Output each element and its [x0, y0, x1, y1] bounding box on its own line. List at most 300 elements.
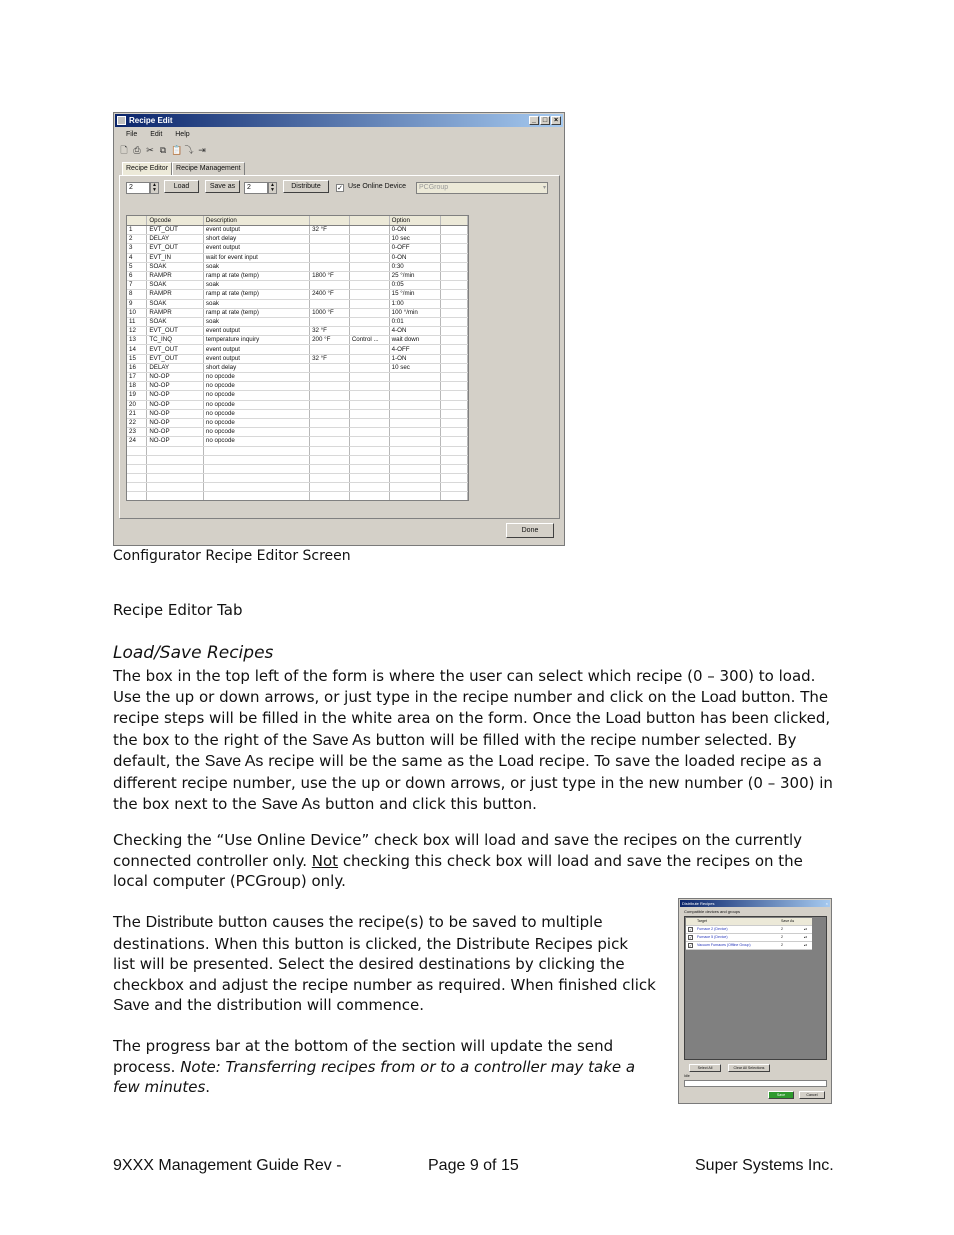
status-text: Idle [684, 1074, 690, 1078]
step-option[interactable]: 25 °/min [389, 271, 441, 280]
step-number[interactable]: 13 [127, 336, 147, 345]
save-as-keyword: Save As [204, 753, 264, 771]
step-value[interactable] [310, 418, 350, 427]
step-value[interactable]: 32 °F [310, 354, 350, 363]
table-row[interactable] [127, 391, 468, 400]
destination-checkbox[interactable]: ✓ [689, 943, 693, 948]
step-description[interactable]: soak [203, 299, 309, 308]
table-row[interactable] [127, 299, 468, 308]
step-opcode[interactable]: RAMPR [147, 290, 204, 299]
step-number[interactable]: 11 [127, 317, 147, 326]
step-option[interactable] [389, 400, 441, 409]
step-value[interactable]: 1000 °F [310, 308, 350, 317]
save-keyword: Save [113, 997, 150, 1015]
step-opcode[interactable]: TC_INQ [147, 336, 204, 345]
save-as-spinner[interactable]: ▴▾ [804, 943, 808, 947]
empty-cell [127, 474, 147, 483]
step-option[interactable]: 10 sec [389, 363, 441, 372]
step-opcode[interactable]: DELAY [147, 363, 204, 372]
empty-cell [389, 474, 441, 483]
step-value[interactable] [310, 409, 350, 418]
row-filler [441, 271, 468, 280]
empty-cell [147, 455, 204, 464]
step-option[interactable]: 100 °/min [389, 308, 441, 317]
step-description[interactable]: temperature inquiry [203, 336, 309, 345]
step-opcode[interactable]: NO-OP [147, 409, 204, 418]
row-filler [441, 428, 468, 437]
distribute-recipes-window [678, 898, 832, 1104]
destination-target: Vacuum Furnaces (Offline Group) [697, 943, 751, 947]
step-number[interactable]: 9 [127, 299, 147, 308]
step-option[interactable]: 0:05 [389, 281, 441, 290]
step-extra[interactable]: Control ... [349, 336, 389, 345]
step-extra[interactable] [349, 262, 389, 271]
table-row[interactable] [127, 317, 468, 326]
step-opcode[interactable]: SOAK [147, 281, 204, 290]
clear-all-selections-button[interactable]: Clear All Selections [728, 1064, 770, 1072]
footer-left: 9XXX Management Guide Rev - [113, 1157, 342, 1174]
step-option[interactable]: 4-OFF [389, 345, 441, 354]
grid-header-row [127, 216, 468, 226]
step-value[interactable] [310, 253, 350, 262]
destination-save-as[interactable]: 2 [781, 927, 783, 931]
recipe-number-input[interactable]: 2 [126, 182, 150, 194]
save-button[interactable]: Save [768, 1091, 794, 1099]
step-option[interactable]: 0-ON [389, 253, 441, 262]
destination-save-as[interactable]: 2 [781, 935, 783, 939]
empty-cell [147, 492, 204, 501]
step-option[interactable]: wait down [389, 336, 441, 345]
step-description[interactable]: short delay [203, 363, 309, 372]
empty-cell [441, 492, 468, 501]
step-description[interactable]: no opcode [203, 418, 309, 427]
step-value[interactable] [310, 299, 350, 308]
row-filler [441, 262, 468, 271]
destination-table [686, 918, 812, 950]
step-extra[interactable] [349, 308, 389, 317]
not-emphasis: Not [311, 851, 339, 870]
tab-recipe-management[interactable]: Recipe Management [172, 162, 245, 176]
step-opcode[interactable]: EVT_OUT [147, 354, 204, 363]
step-extra[interactable] [349, 382, 389, 391]
device-select[interactable] [416, 182, 548, 194]
step-number[interactable]: 18 [127, 382, 147, 391]
destination-save-as[interactable]: 2 [781, 943, 783, 947]
step-description[interactable]: no opcode [203, 428, 309, 437]
step-opcode[interactable]: SOAK [147, 299, 204, 308]
recipe-number-spinner[interactable]: ▲ ▼ [150, 182, 159, 194]
table-row[interactable] [127, 400, 468, 409]
step-extra[interactable] [349, 354, 389, 363]
save-as-number-input[interactable]: 2 [244, 182, 268, 194]
step-value[interactable] [310, 382, 350, 391]
copy-icon[interactable]: ⧉ [159, 145, 167, 155]
step-option[interactable]: 0-ON [389, 226, 441, 235]
destination-checkbox[interactable]: ✓ [689, 935, 693, 940]
step-description[interactable]: soak [203, 317, 309, 326]
step-option[interactable] [389, 409, 441, 418]
table-row[interactable] [127, 244, 468, 253]
section-heading: Recipe Editor Tab [113, 601, 243, 619]
row-filler [441, 253, 468, 262]
window-titlebar [115, 114, 563, 127]
step-value[interactable] [310, 373, 350, 382]
close-icon[interactable]: × [551, 116, 561, 125]
empty-cell [349, 483, 389, 492]
empty-cell [441, 474, 468, 483]
step-number[interactable]: 12 [127, 327, 147, 336]
use-online-device-label: Use Online Device [348, 183, 406, 190]
destination-row[interactable] [686, 926, 812, 934]
row-filler [441, 363, 468, 372]
step-option[interactable]: 0:30 [389, 262, 441, 271]
distribute-titlebar [680, 900, 830, 907]
step-extra[interactable] [349, 299, 389, 308]
table-row[interactable] [127, 428, 468, 437]
step-value[interactable] [310, 345, 350, 354]
empty-cell [441, 464, 468, 473]
step-value[interactable]: 2400 °F [310, 290, 350, 299]
empty-cell [203, 474, 309, 483]
recipe-steps-grid [126, 215, 469, 501]
select-all-button[interactable]: Select All [689, 1064, 721, 1072]
step-opcode[interactable]: DELAY [147, 235, 204, 244]
step-value[interactable] [310, 262, 350, 271]
row-filler [441, 290, 468, 299]
step-opcode[interactable]: NO-OP [147, 373, 204, 382]
table-row[interactable] [127, 235, 468, 244]
step-number[interactable]: 8 [127, 290, 147, 299]
step-opcode[interactable]: SOAK [147, 317, 204, 326]
table-row[interactable] [127, 363, 468, 372]
empty-cell [147, 474, 204, 483]
step-option[interactable]: 10 sec [389, 235, 441, 244]
step-description[interactable]: no opcode [203, 391, 309, 400]
step-value[interactable] [310, 317, 350, 326]
step-description[interactable]: event output [203, 327, 309, 336]
cut-icon[interactable]: ✂ [146, 145, 154, 155]
step-description[interactable]: short delay [203, 235, 309, 244]
empty-table-row [127, 474, 468, 483]
step-opcode[interactable]: EVT_OUT [147, 244, 204, 253]
step-option[interactable]: 1:00 [389, 299, 441, 308]
cancel-button[interactable]: Cancel [799, 1091, 825, 1099]
step-opcode[interactable]: RAMPR [147, 271, 204, 280]
table-row[interactable] [127, 262, 468, 271]
step-description[interactable]: ramp at rate (temp) [203, 308, 309, 317]
step-option[interactable]: 15 °/min [389, 290, 441, 299]
empty-cell [441, 455, 468, 464]
step-extra[interactable] [349, 418, 389, 427]
step-opcode[interactable]: EVT_OUT [147, 345, 204, 354]
save-as-spinner[interactable]: ▴▾ [804, 935, 808, 939]
empty-cell [310, 446, 350, 455]
step-value[interactable]: 32 °F [310, 327, 350, 336]
save-as-keyword: Save As [261, 795, 321, 813]
step-number[interactable]: 10 [127, 308, 147, 317]
empty-table-row [127, 492, 468, 501]
step-opcode[interactable]: EVT_OUT [147, 226, 204, 235]
empty-cell [441, 446, 468, 455]
menu-file[interactable]: File [126, 131, 138, 138]
step-extra[interactable] [349, 226, 389, 235]
step-opcode[interactable]: NO-OP [147, 437, 204, 446]
step-number[interactable]: 2 [127, 235, 147, 244]
row-filler [441, 391, 468, 400]
row-filler [441, 336, 468, 345]
step-extra[interactable] [349, 281, 389, 290]
step-opcode[interactable]: SOAK [147, 262, 204, 271]
close-icon[interactable]: × [825, 901, 828, 906]
note-text: Note: Transferring recipes from or to a controller may take a [180, 1057, 636, 1076]
row-filler [441, 354, 468, 363]
step-extra[interactable] [349, 363, 389, 372]
paste-icon[interactable]: 📋 [171, 145, 183, 155]
step-description[interactable]: ramp at rate (temp) [203, 271, 309, 280]
chevron-down-icon: ▾ [542, 185, 546, 191]
new-file-icon[interactable]: 🗋 [120, 145, 128, 155]
table-row[interactable] [127, 290, 468, 299]
step-extra[interactable] [349, 235, 389, 244]
insert-step-icon[interactable]: ⤵ [184, 145, 194, 155]
step-value[interactable] [310, 235, 350, 244]
save-as-number-spinner[interactable]: ▲ ▼ [268, 182, 277, 194]
step-description[interactable]: no opcode [203, 382, 309, 391]
step-extra[interactable] [349, 428, 389, 437]
step-number[interactable]: 23 [127, 428, 147, 437]
print-icon[interactable]: ⎙ [133, 145, 141, 155]
step-value[interactable] [310, 363, 350, 372]
step-value[interactable] [310, 281, 350, 290]
table-row[interactable] [127, 418, 468, 427]
load-button[interactable]: Load [164, 180, 199, 193]
empty-cell [349, 474, 389, 483]
table-row[interactable] [127, 327, 468, 336]
column-header-number [127, 216, 147, 226]
step-opcode[interactable]: NO-OP [147, 382, 204, 391]
table-row[interactable] [127, 437, 468, 446]
step-description[interactable]: wait for event input [203, 253, 309, 262]
step-opcode[interactable]: NO-OP [147, 428, 204, 437]
toolbar [119, 143, 207, 157]
step-option[interactable]: 1-ON [389, 354, 441, 363]
empty-cell [349, 455, 389, 464]
empty-cell [203, 464, 309, 473]
empty-table-row [127, 464, 468, 473]
column-header-filler [441, 216, 468, 226]
step-extra[interactable] [349, 271, 389, 280]
step-option[interactable] [389, 382, 441, 391]
step-description[interactable]: soak [203, 281, 309, 290]
device-select-value: PCGroup [419, 184, 449, 191]
table-row[interactable] [127, 281, 468, 290]
paragraph-distribute: The Distribute button causes the recipe(s) to be saved to multiple destinations. When this button is clicked, the Distribute Recipes pick list will be presented. Select the desired destinations by clicking the checkbox and adjust the recipe number as required. When finished click Save and the distribution will commence. [113, 913, 656, 1015]
paragraph-progress: The progress bar at the bottom of the section will update the send process. Note: Transferring recipes from or to a controller may take a few minutes. [113, 1037, 636, 1097]
table-row[interactable] [127, 354, 468, 363]
row-filler [441, 373, 468, 382]
empty-cell [310, 474, 350, 483]
step-description[interactable]: soak [203, 262, 309, 271]
app-icon [117, 116, 126, 125]
step-number[interactable]: 24 [127, 437, 147, 446]
compatible-devices-label: Compatible devices and groups [684, 909, 741, 914]
step-number[interactable]: 6 [127, 271, 147, 280]
tab-recipe-editor[interactable]: Recipe Editor [122, 162, 172, 176]
step-extra[interactable] [349, 244, 389, 253]
destination-row[interactable] [686, 942, 812, 950]
destination-list [684, 916, 827, 1060]
step-description[interactable]: event output [203, 354, 309, 363]
step-option[interactable] [389, 437, 441, 446]
table-row[interactable] [127, 308, 468, 317]
table-row[interactable] [127, 409, 468, 418]
empty-cell [127, 446, 147, 455]
maximize-icon[interactable]: □ [540, 116, 550, 125]
figure-caption: Configurator Recipe Editor Screen [113, 548, 351, 564]
step-description[interactable]: event output [203, 226, 309, 235]
empty-cell [349, 492, 389, 501]
empty-cell [203, 483, 309, 492]
step-number[interactable]: 5 [127, 262, 147, 271]
step-extra[interactable] [349, 253, 389, 262]
done-button[interactable]: Done [506, 523, 554, 538]
empty-cell [389, 455, 441, 464]
empty-cell [389, 446, 441, 455]
step-number[interactable]: 7 [127, 281, 147, 290]
step-option[interactable] [389, 418, 441, 427]
step-number[interactable]: 4 [127, 253, 147, 262]
destination-row[interactable] [686, 934, 812, 942]
step-number[interactable]: 20 [127, 400, 147, 409]
empty-cell [127, 464, 147, 473]
empty-cell [389, 483, 441, 492]
load-keyword: Load [700, 688, 737, 706]
table-row[interactable] [127, 253, 468, 262]
step-option[interactable] [389, 391, 441, 400]
step-value[interactable]: 1800 °F [310, 271, 350, 280]
step-description[interactable]: event output [203, 345, 309, 354]
step-value[interactable] [310, 400, 350, 409]
table-row[interactable] [127, 373, 468, 382]
empty-cell [147, 446, 204, 455]
column-header-option: Option [389, 216, 441, 226]
step-number[interactable]: 3 [127, 244, 147, 253]
step-extra[interactable] [349, 373, 389, 382]
menu-edit[interactable]: Edit [150, 131, 163, 138]
step-option[interactable]: 0-OFF [389, 244, 441, 253]
distribute-title: Distribute Recipes [682, 901, 715, 906]
table-row[interactable] [127, 226, 468, 235]
step-option[interactable]: 4-ON [389, 327, 441, 336]
step-value[interactable] [310, 428, 350, 437]
step-description[interactable]: no opcode [203, 373, 309, 382]
distribute-button[interactable]: Distribute [283, 180, 329, 193]
minimize-icon[interactable]: _ [529, 116, 539, 125]
use-online-device-checkbox[interactable]: ✓ [337, 185, 343, 192]
save-as-spinner[interactable]: ▴▾ [804, 927, 808, 931]
table-row[interactable] [127, 345, 468, 354]
row-filler [441, 281, 468, 290]
step-value[interactable] [310, 391, 350, 400]
step-opcode[interactable]: EVT_OUT [147, 327, 204, 336]
step-option[interactable] [389, 373, 441, 382]
step-number[interactable]: 14 [127, 345, 147, 354]
subheading: Load/Save Recipes [113, 643, 274, 663]
step-number[interactable]: 15 [127, 354, 147, 363]
column-header-extra [349, 216, 389, 226]
step-extra[interactable] [349, 437, 389, 446]
step-extra[interactable] [349, 345, 389, 354]
step-opcode[interactable]: NO-OP [147, 400, 204, 409]
footer-page-number: Page 9 of 15 [428, 1157, 519, 1174]
step-extra[interactable] [349, 290, 389, 299]
table-row[interactable] [127, 271, 468, 280]
step-opcode[interactable]: RAMPR [147, 308, 204, 317]
step-description[interactable]: no opcode [203, 400, 309, 409]
step-number[interactable]: 22 [127, 418, 147, 427]
step-extra[interactable] [349, 317, 389, 326]
row-filler [441, 299, 468, 308]
step-number[interactable]: 17 [127, 373, 147, 382]
empty-table-row [127, 455, 468, 464]
step-description[interactable]: no opcode [203, 437, 309, 446]
step-number[interactable]: 21 [127, 409, 147, 418]
table-row[interactable] [127, 382, 468, 391]
save-as-button[interactable]: Save as [205, 180, 240, 193]
step-number[interactable]: 19 [127, 391, 147, 400]
step-description[interactable]: event output [203, 244, 309, 253]
empty-cell [349, 446, 389, 455]
empty-cell [310, 492, 350, 501]
row-filler [441, 437, 468, 446]
step-value[interactable]: 200 °F [310, 336, 350, 345]
row-filler [441, 308, 468, 317]
step-opcode[interactable]: NO-OP [147, 418, 204, 427]
menu-help[interactable]: Help [175, 131, 190, 138]
step-option[interactable] [389, 428, 441, 437]
destination-checkbox[interactable]: ✓ [689, 927, 693, 932]
step-extra[interactable] [349, 327, 389, 336]
empty-cell [147, 483, 204, 492]
empty-cell [203, 455, 309, 464]
empty-cell [127, 483, 147, 492]
step-extra[interactable] [349, 391, 389, 400]
step-opcode[interactable]: EVT_IN [147, 253, 204, 262]
step-value[interactable] [310, 244, 350, 253]
step-description[interactable]: ramp at rate (temp) [203, 290, 309, 299]
load-keyword: Load [498, 753, 534, 771]
step-option[interactable]: 0:01 [389, 317, 441, 326]
step-value[interactable]: 32 °F [310, 226, 350, 235]
row-filler [441, 418, 468, 427]
column-header-save-as: Save As [781, 919, 795, 923]
table-row[interactable] [127, 336, 468, 345]
empty-cell [310, 483, 350, 492]
step-number[interactable]: 16 [127, 363, 147, 372]
delete-step-icon[interactable]: ⇥ [198, 145, 206, 155]
empty-cell [389, 492, 441, 501]
row-filler [441, 327, 468, 336]
step-extra[interactable] [349, 409, 389, 418]
step-value[interactable] [310, 437, 350, 446]
step-opcode[interactable]: NO-OP [147, 391, 204, 400]
step-description[interactable]: no opcode [203, 409, 309, 418]
recipe-steps-table [127, 216, 468, 501]
empty-cell [389, 464, 441, 473]
step-extra[interactable] [349, 400, 389, 409]
row-filler [441, 226, 468, 235]
step-number[interactable]: 1 [127, 226, 147, 235]
